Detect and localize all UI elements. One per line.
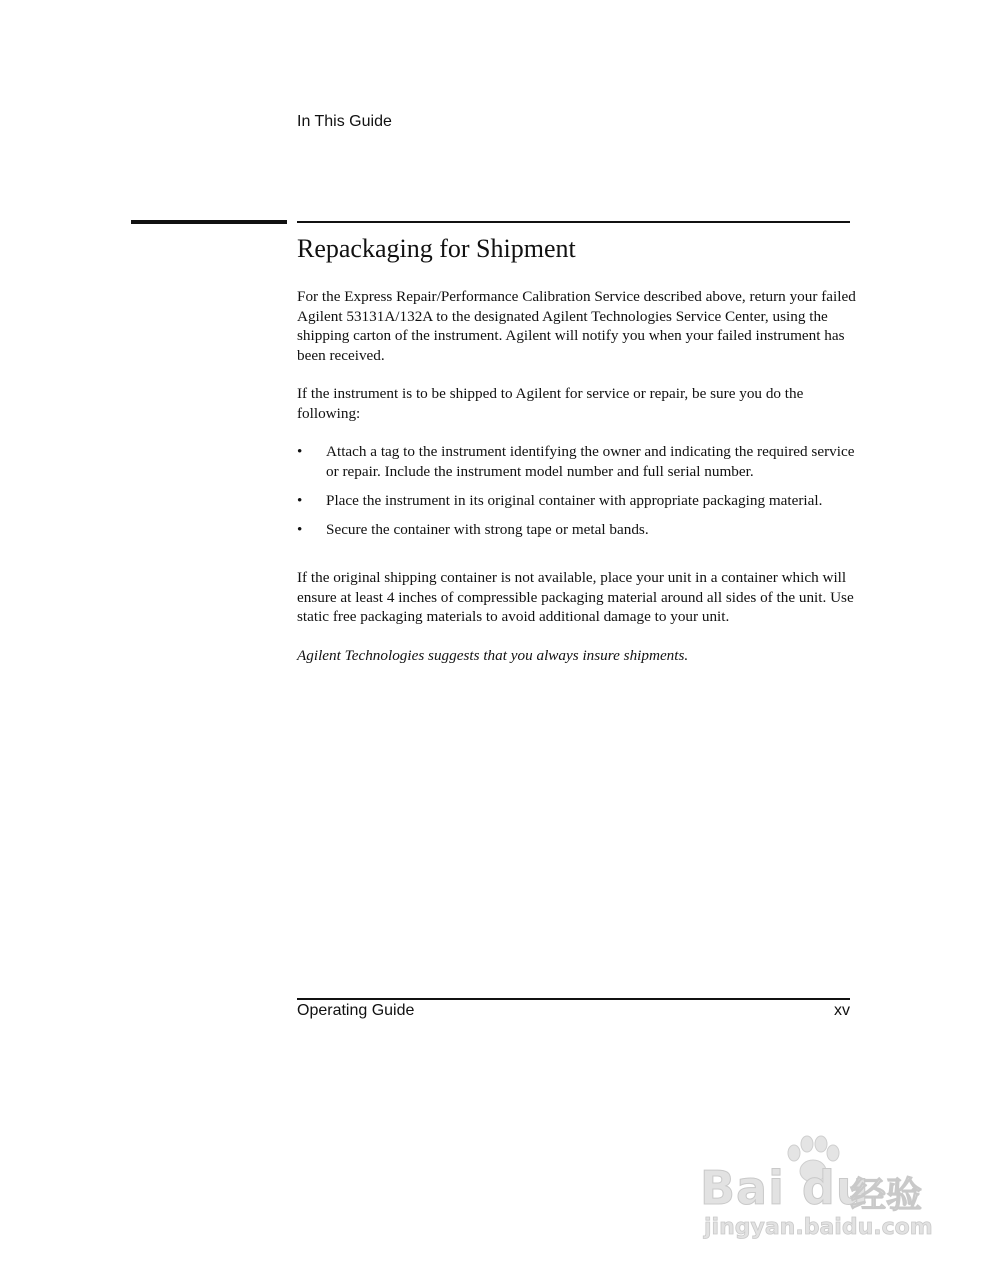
section-rule-thick (131, 220, 287, 224)
running-header: In This Guide (297, 113, 392, 130)
bullet-marker: • (297, 443, 303, 460)
footer-rule (297, 998, 850, 1000)
watermark-cn: 经验 (850, 1175, 923, 1216)
section-title: Repackaging for Shipment (297, 234, 576, 263)
paragraph-instructions: If the instrument is to be shipped to Agilent for service or repair, be sure you do the following: (297, 385, 804, 422)
watermark-url: jingyan.baidu.com (704, 1215, 933, 1240)
paragraph-note: Agilent Technologies suggests that you always insure shipments. (297, 647, 689, 664)
list-item (297, 442, 857, 481)
list-item-text: Place the instrument in its original container with appropriate packaging material. (326, 491, 823, 509)
watermark-brand: Bai du (700, 1161, 870, 1215)
list-item (297, 520, 857, 540)
page-number: xv (834, 1002, 850, 1019)
list-item-text: Secure the container with strong tape or metal bands. (326, 520, 649, 538)
section-rule-thin (297, 221, 850, 223)
bullet-marker: • (297, 520, 303, 538)
bullet-marker: • (297, 491, 303, 509)
list-item-text: Attach a tag to the instrument identifying the owner and indicating the required service or repair. Include the instrument model number and full serial number. (326, 443, 855, 480)
paragraph-container: If the original shipping container is not available, place your unit in a container which will ensure at least 4 inches of compressible packaging material around all sides of the unit. Use static free packaging materials to avoid additional damage to your unit. (297, 569, 854, 625)
bullet-list (297, 442, 857, 549)
footer-title: Operating Guide (297, 1002, 415, 1019)
list-item (297, 491, 857, 511)
paragraph-intro: For the Express Repair/Performance Calibration Service described above, return your failed Agilent 53131A/132A to the designated Agilent Technologies Service Center, using the shipping carton of the instrument. Agilent will notify you when your failed instrument has been received. (297, 288, 856, 364)
baidu-watermark (700, 1135, 940, 1245)
